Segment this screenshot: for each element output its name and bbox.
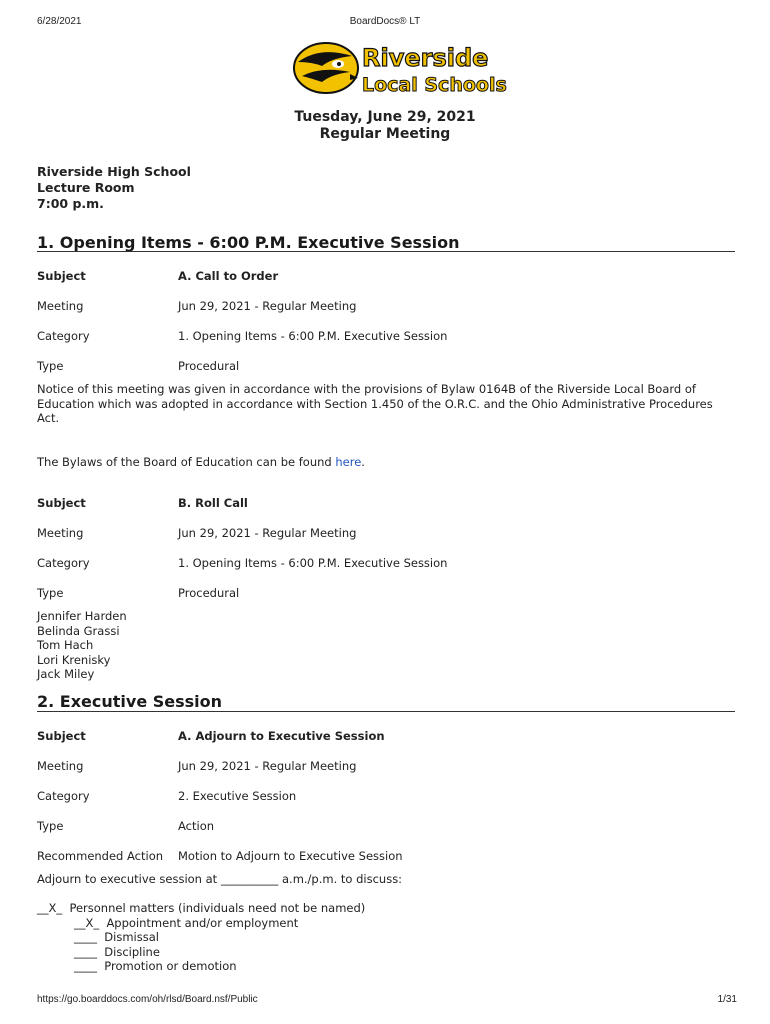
bylaws-text: The Bylaws of the Board of Education can be found [37,455,336,469]
item-subject: A. Adjourn to Executive Session [178,729,385,743]
bylaws-period: . [361,455,365,469]
section-title: 1. Opening Items - 6:00 P.M. Executive Session [37,233,460,252]
board-member: Tom Hach [37,638,94,652]
checklist-item: ____ Discipline [74,945,160,959]
checklist-item: __X_ Appointment and/or employment [74,916,299,930]
type-label: Type [37,586,64,600]
meeting-room: Lecture Room [37,180,135,195]
category-label: Category [37,556,90,570]
subject-label: Subject [37,496,86,510]
item-meeting: Jun 29, 2021 - Regular Meeting [178,526,357,540]
bylaws-link[interactable]: here [335,455,362,469]
item-category: 1. Opening Items - 6:00 P.M. Executive Session [178,556,448,570]
riverside-logo [292,40,507,96]
category-label: Category [37,789,90,803]
print-url: https://go.boarddocs.com/oh/rlsd/Board.nsf/Public [37,994,258,1005]
logo-line1: Riverside [362,44,489,72]
category-label: Category [37,329,90,343]
item-meeting: Jun 29, 2021 - Regular Meeting [178,759,357,773]
meeting-label: Meeting [37,759,84,773]
subject-label: Subject [37,269,86,283]
item-subject: B. Roll Call [178,496,248,510]
board-member: Lori Krenisky [37,653,111,667]
section-divider [37,251,735,252]
item-type: Action [178,819,215,833]
section-divider [37,711,735,712]
item-category: 2. Executive Session [178,789,297,803]
recommended-action: Motion to Adjourn to Executive Session [178,849,403,863]
item-subject: A. Call to Order [178,269,279,283]
subject-label: Subject [37,729,86,743]
print-site-title: BoardDocs® LT [349,16,421,27]
logo-line2: Local Schools [362,74,507,96]
board-member: Belinda Grassi [37,624,120,638]
item-meeting: Jun 29, 2021 - Regular Meeting [178,299,357,313]
meeting-type: Regular Meeting [319,126,451,142]
board-member: Jack Miley [37,667,95,681]
meeting-label: Meeting [37,526,84,540]
recommended-action-label: Recommended Action [37,849,164,863]
print-date: 6/28/2021 [37,16,82,27]
meeting-venue: Riverside High School [37,164,191,179]
page-number: 1/31 [717,994,737,1005]
checklist-item: __X_ Personnel matters (individuals need not be named) [37,901,366,915]
notice-paragraph: Notice of this meeting was given in accordance with the provisions of Bylaw 0164B of the Riverside Local Board of Education which was adopted in accordance with Section 1.450 of the O.R.C. and the Ohio Administrative Procedures Act. [37,382,713,425]
type-label: Type [37,819,64,833]
item-type: Procedural [178,359,240,373]
item-category: 1. Opening Items - 6:00 P.M. Executive Session [178,329,448,343]
section-title: 2. Executive Session [37,692,223,711]
checklist-item: ____ Promotion or demotion [74,959,237,973]
type-label: Type [37,359,64,373]
bylaws-paragraph [37,455,737,470]
item-type: Procedural [178,586,240,600]
meeting-label: Meeting [37,299,84,313]
adjourn-intro: Adjourn to executive session at __________ a.m./p.m. to discuss: [37,872,403,886]
meeting-date: Tuesday, June 29, 2021 [294,109,476,125]
board-member: Jennifer Harden [37,609,127,623]
beeline-mascot-icon [292,40,507,96]
checklist-item: ____ Dismissal [74,930,159,944]
meeting-time: 7:00 p.m. [37,196,104,211]
